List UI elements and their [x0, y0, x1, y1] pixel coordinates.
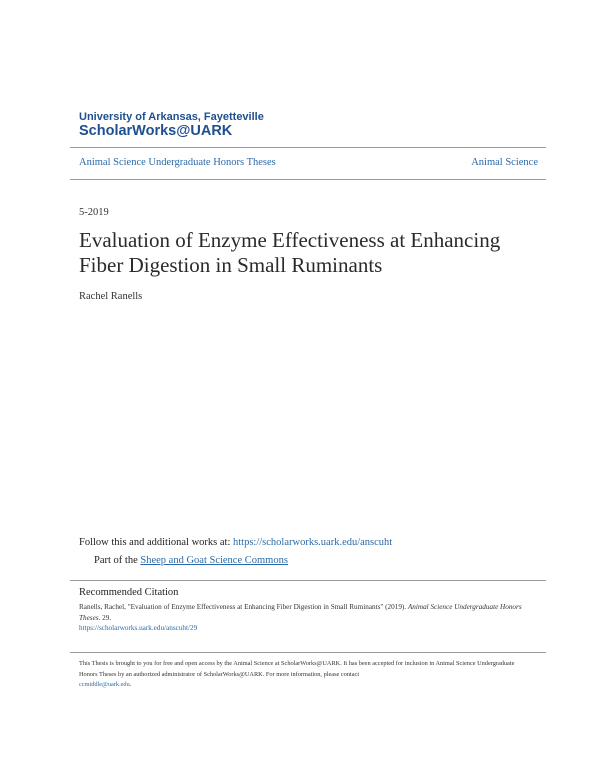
citation-rule [70, 580, 546, 581]
citation-url-link[interactable]: https://scholarworks.uark.edu/anscuht/29 [79, 624, 198, 632]
citation-heading: Recommended Citation [79, 587, 179, 598]
author-name: Rachel Ranells [79, 291, 143, 302]
part-of-line [94, 555, 288, 566]
citation-block [79, 602, 529, 634]
citation-number: . 29. [98, 613, 112, 622]
header-bottom-rule [70, 179, 546, 180]
footer-email-suffix: . [129, 681, 132, 688]
contact-email-link[interactable]: ccmiddle@uark.edu [79, 681, 130, 688]
repository-name[interactable]: ScholarWorks@UARK [79, 123, 233, 139]
follow-line [79, 537, 392, 548]
footer-text: This Thesis is brought to you for free and open access by the Animal Science at ScholarWorks@UARK. It has been accepted for inclusion in Animal Science Undergraduate Honors Theses by an authorized administrator of ScholarWorks@UARK. For more information, please contact [79, 660, 515, 678]
department-link[interactable]: Animal Science [471, 157, 538, 168]
citation-text: Ranells, Rachel, "Evaluation of Enzyme Effectiveness at Enhancing Fiber Digestion in Small Ruminants" (2019). [79, 603, 408, 611]
footer-notice [79, 659, 529, 691]
document-title: Evaluation of Enzyme Effectiveness at Enhancing Fiber Digestion in Small Ruminants [79, 228, 501, 277]
follow-prefix: Follow this and additional works at: [79, 537, 233, 548]
citation-series: Animal Science Undergraduate Honors Theses [79, 603, 522, 622]
header-top-rule [70, 147, 546, 148]
university-name: University of Arkansas, Fayetteville [79, 111, 264, 123]
footer-rule [70, 652, 546, 653]
series-link[interactable]: Animal Science Undergraduate Honors Theses [79, 157, 276, 168]
part-of-prefix: Part of the [94, 555, 141, 566]
commons-link[interactable]: Sheep and Goat Science Commons [140, 555, 288, 566]
collection-url-link[interactable]: https://scholarworks.uark.edu/anscuht [233, 537, 393, 548]
publication-date: 5-2019 [79, 207, 109, 218]
